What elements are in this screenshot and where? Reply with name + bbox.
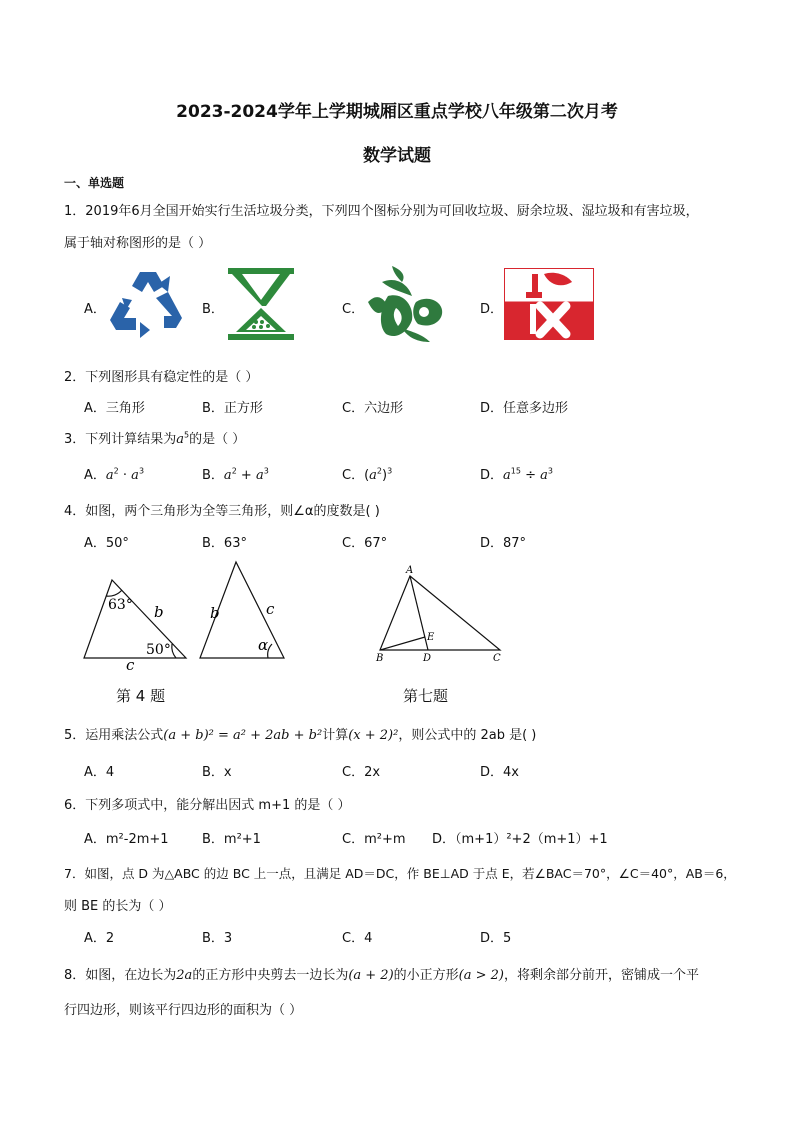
q1-label-b: B． [202, 302, 224, 317]
q1-label-c: C． [342, 302, 365, 317]
q2-stem: 2．下列图形具有稳定性的是（ ） [64, 370, 259, 385]
hazardous-waste-icon [504, 268, 594, 340]
side-b-label-1: b [154, 603, 164, 621]
side-b-label-2: b [210, 604, 220, 622]
q7-option-c: C．4 [342, 931, 373, 946]
q2-option-a: A．三角形 [84, 401, 145, 416]
q5-stem: 5．运用乘法公式(a + b)² = a² + 2ab + b²计算(x + 2)²，则公式中的 2ab 是( ) [64, 728, 537, 743]
q5-option-d: D．4x [480, 765, 519, 780]
q4-option-b: B．63° [202, 536, 247, 551]
q7-line1: 7．如图，点 D 为△ABC 的边 BC 上一点，且满足 AD＝DC，作 BE⊥AD 于点 E，若∠BAC＝70°，∠C＝40°，AB＝6， [64, 866, 736, 881]
q3-stem: 3．下列计算结果为$a^5$的是（ ） [64, 430, 246, 447]
recycle-icon [106, 268, 190, 340]
figure-caption-q4: 第 4 题 [116, 687, 166, 705]
side-c-label-2: c [266, 600, 275, 618]
q5-option-a: A．4 [84, 765, 115, 780]
angle-63-label: 63° [108, 597, 133, 613]
q3-option-c: C．$(a^2)^3$ [342, 466, 393, 483]
triangle-3 [380, 576, 500, 650]
exam-subtitle: 数学试题 [363, 146, 431, 166]
q5-option-b: B．x [202, 765, 232, 780]
q2-option-b: B．正方形 [202, 401, 263, 416]
q6-stem: 6．下列多项式中，能分解出因式 m+1 的是（ ） [64, 798, 351, 813]
q8-line2: 行四边形，则该平行四边形的面积为（ ） [64, 1003, 303, 1018]
point-c-label: C [493, 653, 501, 664]
q1-label-a: A． [84, 302, 106, 317]
q3-option-b: B．$a^2 + a^3$ [202, 466, 269, 483]
q6-option-c: C．m²+m [342, 832, 406, 847]
q1-line2: 属于轴对称图形的是（ ） [64, 236, 212, 251]
q7-option-b: B．3 [202, 931, 233, 946]
q6-option-a: A．m²-2m+1 [84, 832, 169, 847]
hourglass-food-waste-icon [226, 266, 296, 342]
angle-50-label: 50° [146, 642, 171, 658]
point-d-label: D [423, 653, 432, 664]
q4-option-d: D．87° [480, 536, 527, 551]
q5-option-c: C．2x [342, 765, 381, 780]
triangle-2-angle-arc [268, 644, 272, 658]
q8-line1: 8．如图，在边长为2a的正方形中央剪去一边长为(a + 2)的小正方形(a > 2)，将剩余部分前开，密铺成一个平 [64, 968, 700, 983]
q6-option-b: B．m²+1 [202, 832, 261, 847]
side-c-label-1: c [126, 656, 135, 670]
q1-line1: 1．2019年6月全国开始实行生活垃圾分类，下列四个图标分别为可回收垃圾、厨余垃圾、湿垃圾和有害垃圾， [64, 204, 699, 219]
q4-option-a: A．50° [84, 536, 129, 551]
point-a-label: A [406, 565, 414, 576]
angle-alpha-label: α [258, 636, 269, 654]
q7-line2: 则 BE 的长为（ ） [64, 899, 172, 914]
q2-option-d: D．任意多边形 [480, 401, 569, 416]
segment-be [380, 637, 425, 650]
q7-option-d: D．5 [480, 931, 512, 946]
section-heading: 一、单选题 [64, 176, 125, 190]
q3-option-a: A．$a^2 \cdot a^3$ [84, 466, 145, 483]
q7-option-a: A．2 [84, 931, 115, 946]
q6-option-d: D．（m+1）²+2（m+1）+1 [432, 832, 608, 847]
figure-caption-q7: 第七题 [403, 687, 449, 705]
exam-title: 2023-2024学年上学期城厢区重点学校八年级第二次月考 [176, 102, 618, 122]
q1-label-d: D． [480, 302, 504, 317]
q2-option-c: C．六边形 [342, 401, 404, 416]
q4-option-c: C．67° [342, 536, 388, 551]
q4-stem: 4．如图，两个三角形为全等三角形，则∠α的度数是( ) [64, 504, 380, 519]
wet-waste-icon [362, 262, 448, 346]
triangle-figures [80, 560, 520, 670]
point-e-label: E [427, 632, 435, 643]
q3-option-d: D．$a^{15} \div a^3$ [480, 466, 553, 483]
point-b-label: B [376, 653, 384, 664]
